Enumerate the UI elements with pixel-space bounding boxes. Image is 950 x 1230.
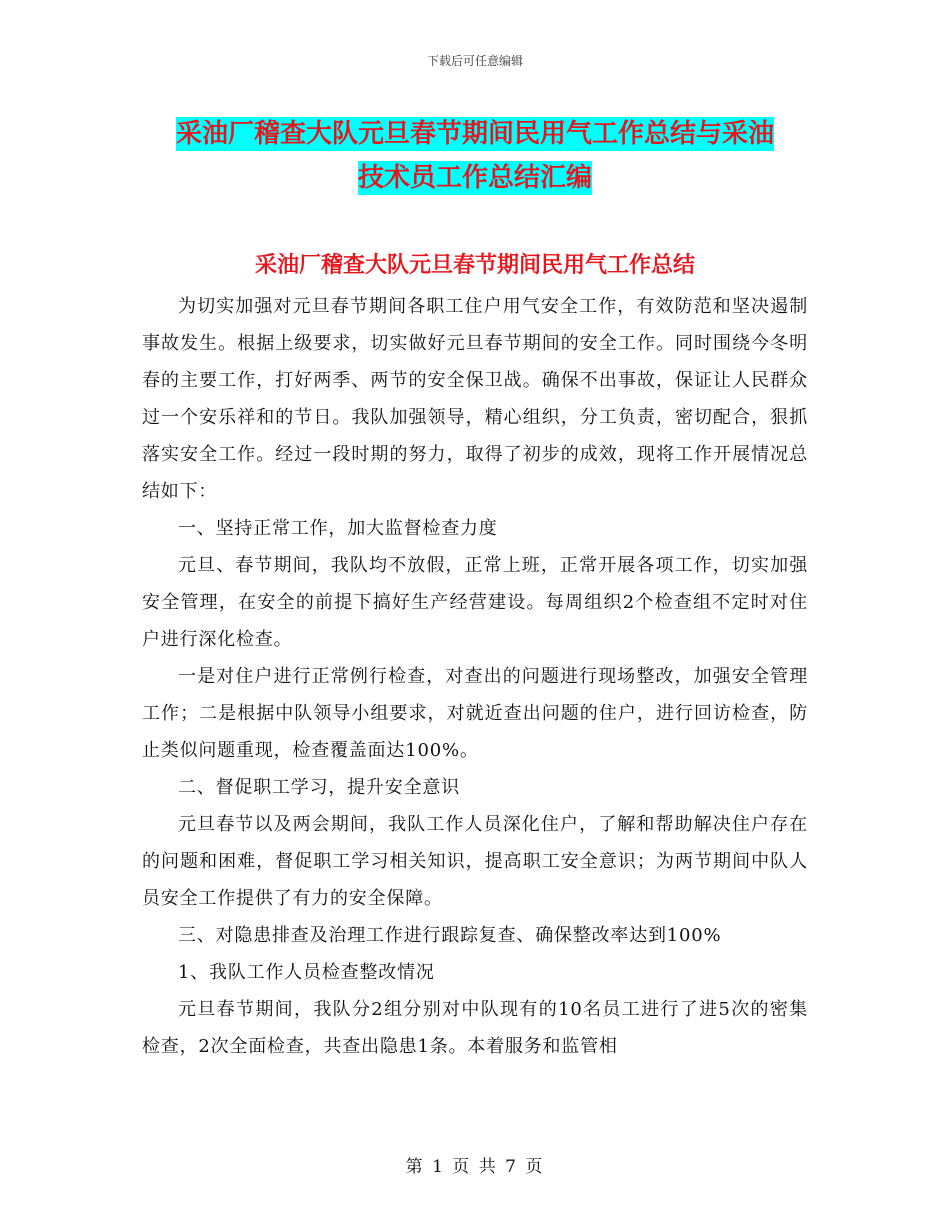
footer-middle: 页 共 [452, 1157, 498, 1177]
footer-prefix: 第 [405, 1157, 425, 1177]
section-title: 采油厂稽查大队元旦春节期间民用气工作总结 [254, 252, 695, 278]
paragraph-subsection-3-1: 元旦春节期间，我队分2组分别对中队现有的10名员工进行了进5次的密集检查，2次全面检查，共查出隐患1条。本着服务和监管相 [142, 999, 808, 1057]
paragraph-section-2: 元旦春节以及两会期间，我队工作人员深化住户，了解和帮助解决住户存在的问题和困难，督促职工学习相关知识，提高职工安全意识；为两节期间中队人员安全工作提供了有力的安全保障。 [142, 814, 808, 909]
header-note: 下载后可任意编辑 [426, 54, 523, 68]
document-title [140, 112, 810, 200]
footer-page-number: 1 [432, 1157, 445, 1177]
paragraph-section-1: 元旦、春节期间，我队均不放假，正常上班，正常开展各项工作，切实加强安全管理，在安全的前提下搞好生产经营建设。每周组织2个检查组不定时对住户进行深化检查。 [142, 555, 808, 650]
heading-section-2: 二、督促职工学习，提升安全意识 [178, 777, 460, 798]
paragraph-intro: 为切实加强对元旦春节期间各职工住户用气安全工作，有效防范和坚决遏制事故发生。根据上级要求，切实做好元旦春节期间的安全工作。同时围绕今冬明春的主要工作，打好两季、两节的安全保卫战。确保不出事故，保证让人民群众过一个安乐祥和的节日。我队加强领导，精心组织，分工负责，密切配合，狠抓落实安全工作。经过一段时期的努力，取得了初步的成效，现将工作开展情况总结如下： [142, 296, 808, 502]
heading-section-3: 三、对隐患排查及治理工作进行跟踪复查、确保整改率达到100% [178, 925, 722, 946]
paragraph-section-1-detail: 一是对住户进行正常例行检查，对查出的问题进行现场整改，加强安全管理工作；二是根据中队领导小组要求，对就近查出问题的住户，进行回访检查，防止类似问题重现，检查覆盖面达100%。 [142, 666, 808, 761]
body-text [142, 288, 808, 1065]
heading-section-1: 一、坚持正常工作，加大监督检查力度 [178, 518, 498, 539]
page-footer [0, 1152, 950, 1177]
footer-total-pages: 7 [505, 1157, 518, 1177]
footer-suffix: 页 [525, 1157, 545, 1177]
document-title-line-1: 采油厂稽查大队元旦春节期间民用气工作总结与采油 [175, 119, 774, 149]
heading-subsection-3-1: 1、我队工作人员检查整改情况 [178, 962, 435, 983]
document-title-line-2: 技术员工作总结汇编 [357, 163, 592, 193]
